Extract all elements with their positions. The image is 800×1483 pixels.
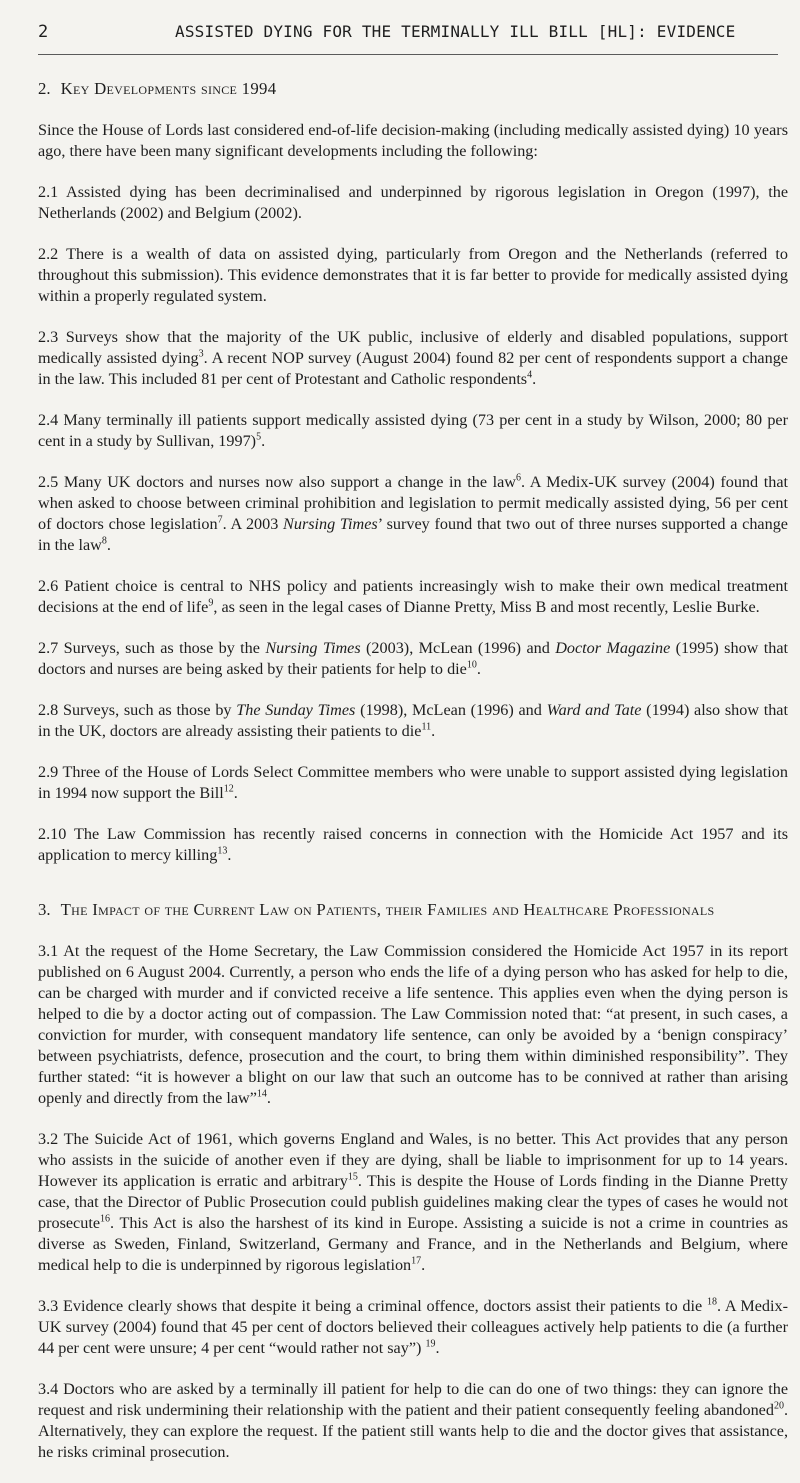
footnote-ref: 3 (198, 348, 204, 360)
paragraph-3-1: 3.1 At the request of the Home Secretary, the Law Commission considered the Homicide Act 1957 in its report published on 6 August 2004. Currently, a person who ends the life of a dying person who has asked for help to die, can be charged with murder and if convicted receive a life sentence. This applies even when the dying person is helped to die by a doctor acting out of compassion. The Law Commission noted that: “at present, in such cases, a conviction for murder, with consequent mandatory life sentence, can only be avoided by a ‘benign conspiracy’ between psychiatrists, defence, prosecution and the court, to bring them within diminished responsibility”. They further stated: “it is however a blight on our law that such an outcome has to be connived at rather than arising openly and directly from the law”$^{14}$. (38, 942, 788, 1107)
footnote-ref: 8 (101, 535, 107, 547)
footnote-ref: 5 (256, 431, 262, 443)
paragraph-2-1: 2.1 Assisted dying has been decriminalised and underpinned by rigorous legislation in Oregon (1997), the Netherlands (2002) and Belgium (2002). (38, 183, 788, 222)
footnote-ref: 17 (411, 1255, 422, 1267)
footnote-ref: 18 (706, 1296, 717, 1308)
footnote-ref: 11 (421, 721, 432, 733)
page-number: 2 (38, 22, 49, 42)
paragraph-2-2: 2.2 There is a wealth of data on assisted dying, particularly from Oregon and the Netherlands (referred to throughout this submission). This evidence demonstrates that it is far better to provide for medically assisted dying within a properly regulated system. (38, 245, 788, 305)
text: (2003), McLean (1996) and (360, 639, 556, 657)
paragraph-2-8: 2.8 Surveys, such as those by The Sunday Times (1998), McLean (1996) and Ward and Tate (1994) also show that in the UK, doctors are already assisting their patients to die$^{11}$. (38, 701, 788, 740)
italic-text: Doctor Magazine (555, 639, 671, 657)
paragraph-2-10: 2.10 The Law Commission has recently raised concerns in connection with the Homicide Act 1957 and its application to mercy killing$^{13}$. (38, 825, 788, 864)
text: 2.10 The Law Commission has recently raised concerns in connection with the Homicide Act 1957 and its application to mercy killing (38, 825, 788, 864)
section-number: 3. (38, 900, 51, 919)
paragraph-2-6 (38, 576, 788, 618)
paragraph-3-3: 3.3 Evidence clearly shows that despite it being a criminal offence, doctors assist their patients to die $^{18}$. A Medix-UK survey (2004) found that 45 per cent of doctors believed their colleagues actively help patients to die (a further 44 per cent were unsure; 4 per cent “would rather not say”) $^{19}$. (38, 1296, 788, 1357)
italic-text: Nursing Times (283, 515, 378, 533)
text: 2.7 Surveys, such as those by the (38, 639, 266, 657)
text: . This Act is also the harshest of its kind in Europe. Assisting a suicide is not a crime in countries as diverse as Sweden, Finland, Switzerland, Germany and France, and in the Netherlands and Belgium, where medical help to die is underpinned by rigorous legislation (38, 1214, 788, 1274)
section-title: Key Developments since 1994 (60, 79, 277, 98)
text: . A Medix-UK survey (2004) found that 45 per cent of doctors believed their colleagues actively help patients to die (a further 44 per cent were unsure; 4 per cent “would rather not say”) (38, 1297, 788, 1357)
paragraph-2-4: 2.4 Many terminally ill patients support medically assisted dying (73 per cent in a study by Wilson, 2000; 80 per cent in a study by Sullivan, 1997)$^5$. (38, 411, 788, 450)
text: , as seen in the legal cases of Dianne Pretty, Miss B and most recently, Leslie Burke. (213, 598, 760, 616)
footnote-ref: 4 (527, 369, 533, 381)
italic-text: Nursing Times (265, 639, 361, 657)
text: 3.3 Evidence clearly shows that despite it being a criminal offence, doctors assist their patients to die (38, 1297, 707, 1315)
paragraph-3-4 (38, 1379, 788, 1463)
footnote-ref: 14 (256, 1088, 267, 1100)
page-header (38, 22, 778, 55)
text: 2.9 Three of the House of Lords Select Committee members who were unable to support assisted dying legislation in 1994 now support the Bill (38, 763, 788, 802)
text: (1995) show that doctors and nurses are being asked by their patients for help to die (38, 639, 789, 678)
footnote-ref: 20 (773, 1400, 784, 1412)
footnote-ref: 7 (217, 514, 223, 526)
text: . A 2003 (222, 515, 284, 533)
text: (1998), McLean (1996) and (355, 701, 547, 719)
footnote-ref: 10 (466, 659, 477, 671)
paragraph-3-2: 3.2 The Suicide Act of 1961, which governs England and Wales, is no better. This Act provides that any person who assists in the suicide of another even if they are dying, shall be liable to imprisonment for up to 14 years. However its application is erratic and arbitrary$^{15}$. This is despite the House of Lords finding in the Dianne Pretty case, that the Director of Public Prosecution could publish guidelines making clear the types of cases he would not prosecute$^{16}$. This Act is also the harshest of its kind in Europe. Assisting a suicide is not a crime in countries as diverse as Sweden, Finland, Switzerland, Germany and France, and in the Netherlands and Belgium, where medical help to die is underpinned by rigorous legislation$^{17}$. (38, 1130, 789, 1274)
text: ’ survey found that two out of three nurses supported a change in the law (38, 515, 788, 554)
text: . A recent NOP survey (August 2004) found 82 per cent of respondents support a change in the law. This included 81 per cent of Protestant and Catholic respondents (38, 349, 788, 388)
footnote-ref: 16 (100, 1213, 111, 1225)
section-title: The Impact of the Current Law on Patients, their Families and Healthcare Professionals (60, 900, 715, 919)
text: 2.5 Many UK doctors and nurses now also support a change in the law (38, 473, 516, 491)
section-2-heading (38, 78, 788, 99)
italic-text: Ward and Tate (546, 701, 642, 719)
paragraph-2-9: 2.9 Three of the House of Lords Select Committee members who were unable to support assisted dying legislation in 1994 now support the Bill$^{12}$. (38, 763, 788, 802)
text: 3.4 Doctors who are asked by a terminally ill patient for help to die can do one of two things: they can ignore the request and risk undermining their relationship with the patient and their patient consequently feeling abandoned (38, 1380, 788, 1419)
footnote-ref: 9 (208, 597, 214, 609)
paragraph-2-3: 2.3 Surveys show that the majority of the UK public, inclusive of elderly and disabled populations, support medically assisted dying$^3$. A recent NOP survey (August 2004) found 82 per cent of respondents support a change in the law. This included 81 per cent of Protestant and Catholic respondents$^4$. (38, 328, 788, 388)
section-number: 2. (38, 79, 51, 98)
text: (1994) also show that in the UK, doctors are already assisting their patients to die (38, 701, 788, 740)
text: . This is despite the House of Lords finding in the Dianne Pretty case, that the Director of Public Prosecution could publish guidelines making clear the types of cases he would not prosecute (38, 1172, 789, 1232)
paragraph-2-intro: Since the House of Lords last considered end-of-life decision-making (including medically assisted dying) 10 years ago, there have been many significant developments including the following: (38, 121, 788, 160)
footnote-ref: 13 (217, 845, 228, 857)
text: 2.6 Patient choice is central to NHS policy and patients increasingly wish to make their own medical treatment decisions at the end of life (38, 577, 788, 616)
footnote-ref: 12 (223, 783, 234, 795)
text: 3.1 At the request of the Home Secretary, the Law Commission considered the Homicide Act 1957 in its report published on 6 August 2004. Currently, a person who ends the life of a dying person who has asked for help to die, can be charged with murder and if convicted receive a life sentence. This applies even when the dying person is helped to die by a doctor acting out of compassion. The Law Commission noted that: “at present, in such cases, a conviction for murder, with consequent mandatory life sentence, can only be avoided by a ‘benign conspiracy’ between psychiatrists, defence, prosecution and the court, to bring them within diminished responsibility”. They further stated: “it is however a blight on our law that such an outcome has to be connived at rather than arising openly and directly from the law” (38, 942, 788, 1107)
footnote-ref: 6 (516, 472, 521, 484)
paragraph-2-7: 2.7 Surveys, such as those by the Nursing Times (2003), McLean (1996) and Doctor Magazine (1995) show that doctors and nurses are being asked by their patients for help to die$^{10}$. (38, 639, 789, 678)
document-body (38, 78, 788, 1483)
text: . Alternatively, they can explore the request. If the patient still wants help to die and the doctor gives that assistance, he risks criminal prosecution. (38, 1401, 788, 1461)
text: 2.3 Surveys show that the majority of the UK public, inclusive of elderly and disabled populations, support medically assisted dying (38, 328, 788, 367)
text: . A Medix-UK survey (2004) found that when asked to choose between criminal prohibition and legislation to permit medically assisted dying, 56 per cent of doctors chose legislation (38, 473, 789, 533)
footnote-ref: 19 (425, 1338, 436, 1350)
text: 3.2 The Suicide Act of 1961, which governs England and Wales, is no better. This Act provides that any person who assists in the suicide of another even if they are dying, shall be liable to imprisonment for up to 14 years. However its application is erratic and arbitrary (38, 1130, 788, 1190)
footnote-ref: 15 (347, 1171, 358, 1183)
text: 2.8 Surveys, such as those by (38, 701, 237, 719)
paragraph-2-5: 2.5 Many UK doctors and nurses now also support a change in the law$^6$. A Medix-UK survey (2004) found that when asked to choose between criminal prohibition and legislation to permit medically assisted dying, 56 per cent of doctors chose legislation$^7$. A 2003 Nursing Times’ survey found that two out of three nurses supported a change in the law$^8$. (38, 472, 789, 554)
italic-text: The Sunday Times (236, 701, 356, 719)
text: 2.4 Many terminally ill patients support medically assisted dying (73 per cent in a study by Wilson, 2000; 80 per cent in a study by Sullivan, 1997) (38, 411, 788, 450)
section-3-heading (38, 899, 788, 920)
running-title: ASSISTED DYING FOR THE TERMINALLY ILL BILL [HL]: EVIDENCE (175, 22, 736, 41)
